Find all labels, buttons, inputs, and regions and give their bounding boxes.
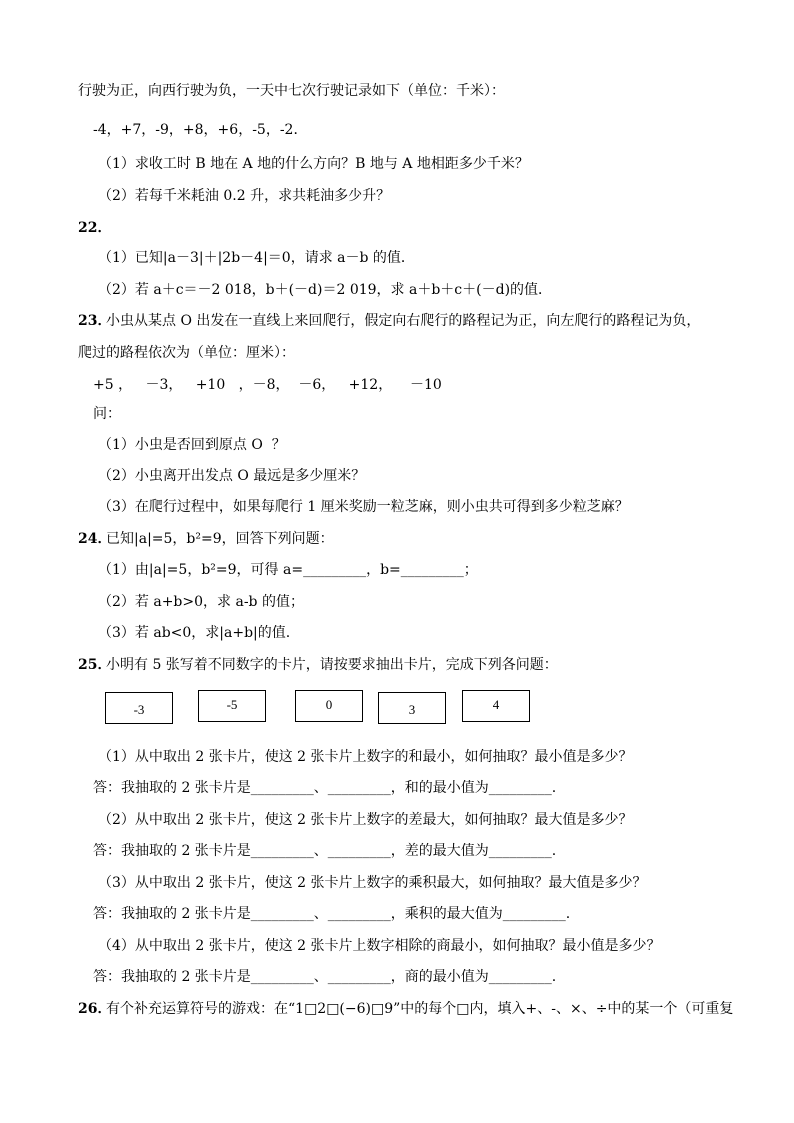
card-4-label: 3 — [408, 702, 416, 717]
q23-stem-line2: 爬过的路程依次为（单位：厘米）： — [78, 345, 295, 361]
q22-part1: （1）已知|a－3|＋|2b－4|＝0，请求 a－b 的值． — [98, 250, 415, 266]
q24-number: 24． — [78, 531, 112, 547]
q22-part2: （2）若 a＋c＝－2 018，b＋(－d)＝2 019，求 a＋b＋c＋(－d)的值． — [98, 282, 553, 298]
q24-part1: （1）由|a|=5，b²=9，可得 a=_________，b=_________； — [98, 562, 478, 578]
q25-part3: （3）从中取出 2 张卡片，使这 2 张卡片上数字的乘积最大，如何抽取？最大值是多少？ — [98, 875, 647, 891]
card-2-label: -5 — [226, 697, 238, 712]
q25-number: 25． — [78, 657, 112, 673]
q23-part2: （2）小虫离开出发点 O 最远是多少厘米？ — [98, 468, 366, 484]
q23-number: 23． — [78, 313, 112, 329]
q23-distances: +5 ， －3， +10 ，－8， －6， +12， －10 — [93, 377, 442, 393]
q24-stem: 已知|a|=5，b²=9，回答下列问题： — [106, 531, 334, 547]
card-4 — [378, 692, 446, 724]
q25-part2: （2）从中取出 2 张卡片，使这 2 张卡片上数字的差最大，如何抽取？最大值是多少？ — [98, 812, 633, 828]
card-5 — [462, 690, 530, 722]
q24-part3: （3）若 ab<0，求|a+b|的值. — [98, 625, 291, 641]
card-1 — [105, 692, 173, 724]
q26-stem: 有个补充运算符号的游戏：在“1□2□(−6)□9”中的每个□内，填入+、-、×、÷中的某一个（可重复 — [106, 1001, 734, 1017]
card-2 — [198, 690, 266, 722]
card-5-label: 4 — [492, 697, 500, 712]
q25-answer4: 答：我抽取的 2 张卡片是_________、_________，商的最小值为_________. — [93, 969, 557, 985]
card-3 — [295, 690, 363, 722]
q24-part2: （2）若 a+b>0，求 a-b 的值； — [98, 594, 304, 610]
q25-answer1: 答：我抽取的 2 张卡片是_________、_________，和的最小值为_________. — [93, 780, 557, 796]
q23-stem-line1: 小虫从某点 O 出发在一直线上来回爬行，假定向右爬行的路程记为正，向左爬行的路程记为负， — [106, 313, 701, 329]
q21-records: -4，+7，-9，+8，+6，-5，-2． — [93, 122, 308, 138]
q22-number: 22． — [78, 220, 112, 236]
q25-stem: 小明有 5 张写着不同数字的卡片，请按要求抽出卡片，完成下列各问题： — [106, 657, 558, 673]
card-1-label: -3 — [133, 702, 145, 717]
q23-ask: 问： — [93, 406, 121, 422]
q23-part3: （3）在爬行过程中，如果每爬行 1 厘米奖励一粒芝麻，则小虫共可得到多少粒芝麻？ — [98, 499, 629, 515]
q25-part4: （4）从中取出 2 张卡片，使这 2 张卡片上数字相除的商最小，如何抽取？最小值是多少？ — [98, 938, 661, 954]
q25-answer3: 答：我抽取的 2 张卡片是_________、_________，乘积的最大值为_________. — [93, 906, 571, 922]
q25-part1: （1）从中取出 2 张卡片，使这 2 张卡片上数字的和最小，如何抽取？最小值是多少？ — [98, 749, 633, 765]
q25-answer2: 答：我抽取的 2 张卡片是_________、_________，差的最大值为_________. — [93, 843, 557, 859]
q23-part1: （1）小虫是否回到原点 O ？ — [98, 437, 286, 453]
q21-part2: （2）若每千米耗油 0.2 升，求共耗油多少升？ — [98, 188, 391, 204]
card-3-label: 0 — [325, 697, 333, 712]
q21-intro: 行驶为正，向西行驶为负，一天中七次行驶记录如下（单位：千米）： — [78, 83, 505, 99]
q26-number: 26． — [78, 1001, 112, 1017]
q21-part1: （1）求收工时 B 地在 A 地的什么方向？B 地与 A 地相距多少千米？ — [98, 156, 529, 172]
